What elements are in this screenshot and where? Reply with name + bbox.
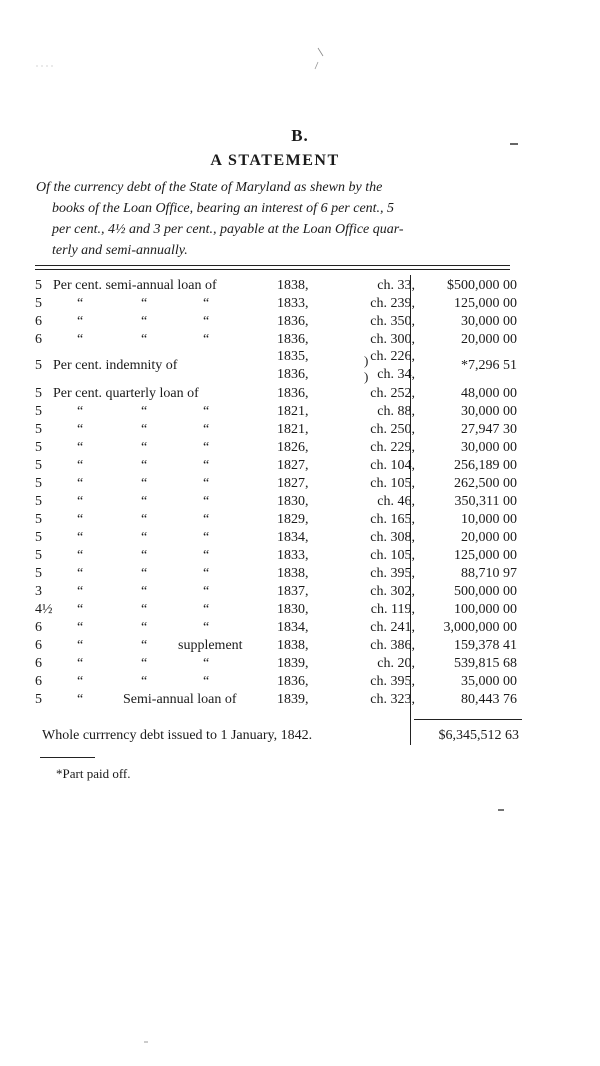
table-row [35, 637, 525, 655]
rate-cell: 5 [35, 530, 42, 545]
amount-cell: 125,000 00 [454, 548, 517, 563]
year-cell: 1829, [277, 512, 309, 527]
ditto-mark: “ [77, 566, 84, 581]
total-label: Whole currrency debt issued to 1 January, 1842. [42, 728, 313, 743]
ditto-mark: “ [141, 620, 148, 635]
ditto-mark: “ [77, 638, 84, 653]
table-row [35, 619, 525, 637]
table-row [35, 673, 525, 691]
ditto-mark: “ [77, 530, 84, 545]
rate-cell: 3 [35, 584, 42, 599]
ditto-mark: “ [141, 512, 148, 527]
chapter-cell: ch. 239, [370, 296, 415, 311]
chapter-cell: ch. 250, [370, 422, 415, 437]
table-row [35, 277, 525, 295]
ditto-mark: “ [77, 458, 84, 473]
ditto-mark: “ [203, 512, 210, 527]
description-cell: Per cent. semi-annual loan of [53, 278, 217, 293]
year-cell: 1836, [277, 674, 309, 689]
year-cell: 1838, [277, 278, 309, 293]
chapter-cell: ch. 34, [377, 367, 415, 382]
rate-cell: 5 [35, 458, 42, 473]
chapter-cell: ch. 105, [370, 476, 415, 491]
ditto-mark: “ [141, 530, 148, 545]
year-cell: 1833, [277, 548, 309, 563]
amount-cell: 20,000 00 [461, 332, 517, 347]
ditto-mark: “ [77, 476, 84, 491]
ditto-mark: “ [141, 548, 148, 563]
chapter-cell: ch. 20, [377, 656, 415, 671]
year-cell: 1839, [277, 692, 309, 707]
ditto-mark: “ [203, 404, 210, 419]
year-cell: 1833, [277, 296, 309, 311]
chapter-cell: ch. 88, [377, 404, 415, 419]
year-cell: 1837, [277, 584, 309, 599]
ditto-mark: “ [203, 674, 210, 689]
ditto-mark: “ [77, 404, 84, 419]
ditto-mark: “ [141, 476, 148, 491]
rate-cell: 5 [35, 404, 42, 419]
year-cell: 1838, [277, 638, 309, 653]
amount-cell: 30,000 00 [461, 314, 517, 329]
chapter-cell: ch. 350, [370, 314, 415, 329]
chapter-cell: ch. 165, [370, 512, 415, 527]
ditto-mark: “ [77, 422, 84, 437]
table-row [35, 439, 525, 457]
ditto-mark: “ [77, 494, 84, 509]
table-row [35, 655, 525, 673]
ditto-mark: “ [203, 296, 210, 311]
year-cell: 1839, [277, 656, 309, 671]
subtitle-line-2: books of the Loan Office, bearing an interest of 6 per cent., 5 [52, 201, 395, 216]
ditto-mark: “ [203, 458, 210, 473]
chapter-cell: ch. 241, [370, 620, 415, 635]
ditto-mark: “ [77, 620, 84, 635]
chapter-cell: ch. 300, [370, 332, 415, 347]
ditto-mark: “ [141, 332, 148, 347]
ditto-mark: “ [77, 440, 84, 455]
description-cell: Per cent. indemnity of [53, 358, 178, 373]
rate-cell: 6 [35, 332, 42, 347]
supplement-cell: supplement [178, 638, 243, 653]
table-row [35, 583, 525, 601]
rate-cell: 5 [35, 278, 42, 293]
table-row [35, 493, 525, 511]
statement-title: A STATEMENT [210, 152, 340, 169]
ditto-mark: “ [203, 314, 210, 329]
ditto-mark: “ [203, 584, 210, 599]
ditto-mark: “ [141, 656, 148, 671]
year-cell: 1830, [277, 494, 309, 509]
rate-cell: 5 [35, 296, 42, 311]
ditto-mark: “ [77, 584, 84, 599]
year-cell: 1827, [277, 476, 309, 491]
amount-cell: 125,000 00 [454, 296, 517, 311]
ditto-mark: “ [141, 458, 148, 473]
rate-cell: 5 [35, 422, 42, 437]
ditto-mark: “ [203, 656, 210, 671]
ditto-mark: “ [203, 620, 210, 635]
ditto-mark: “ [77, 512, 84, 527]
year-cell: 1835, [277, 349, 309, 364]
ditto-mark: “ [203, 548, 210, 563]
subtitle-line-1: Of the currency debt of the State of Maryland as shewn by the [36, 180, 383, 195]
table-row [35, 457, 525, 475]
rate-cell: 5 [35, 566, 42, 581]
table-row [35, 511, 525, 529]
subtitle-line-4: terly and semi-annually. [52, 243, 188, 258]
rate-cell: 5 [35, 358, 42, 373]
chapter-cell: ch. 33, [377, 278, 415, 293]
year-cell: 1836, [277, 314, 309, 329]
ditto-mark: “ [203, 494, 210, 509]
section-letter: B. [291, 126, 309, 145]
amount-cell: 500,000 00 [454, 584, 517, 599]
amount-cell: 539,815 68 [454, 656, 517, 671]
ditto-mark: “ [141, 584, 148, 599]
chapter-cell: ch. 104, [370, 458, 415, 473]
table-row [35, 547, 525, 565]
rate-cell: 5 [35, 548, 42, 563]
amount-cell: 10,000 00 [461, 512, 517, 527]
chapter-cell: ch. 229, [370, 440, 415, 455]
ditto-mark: “ [141, 404, 148, 419]
table-row [35, 421, 525, 439]
ditto-mark: “ [77, 692, 84, 707]
chapter-cell: ch. 46, [377, 494, 415, 509]
amount-cell: 350,311 00 [454, 494, 517, 509]
amount-cell: 159,378 41 [454, 638, 517, 653]
rate-cell: 6 [35, 314, 42, 329]
ditto-mark: “ [203, 422, 210, 437]
ditto-mark: “ [141, 422, 148, 437]
table-row [35, 403, 525, 421]
rate-cell: 6 [35, 656, 42, 671]
description-cell: Semi-annual loan of [123, 692, 237, 707]
ditto-mark: “ [141, 494, 148, 509]
year-cell: 1836, [277, 332, 309, 347]
ditto-mark: “ [203, 476, 210, 491]
table-row [35, 601, 525, 619]
ditto-mark: “ [203, 332, 210, 347]
top-rule-2 [35, 269, 510, 270]
table-row [35, 475, 525, 493]
rate-cell: 5 [35, 440, 42, 455]
brace-icon: ) ) [364, 353, 369, 384]
footnote: *Part paid off. [56, 766, 131, 781]
ditto-mark: “ [77, 296, 84, 311]
top-rule-1 [35, 265, 510, 266]
year-cell: 1834, [277, 530, 309, 545]
ditto-mark: “ [141, 440, 148, 455]
chapter-cell: ch. 395, [370, 566, 415, 581]
statement-subtitle [36, 177, 516, 261]
chapter-cell: ch. 119, [370, 602, 415, 617]
ditto-mark: “ [141, 602, 148, 617]
ditto-mark: “ [141, 638, 148, 653]
year-cell: 1836, [277, 367, 309, 382]
amount-cell: 256,189 00 [454, 458, 517, 473]
year-cell: 1836, [277, 386, 309, 401]
rate-cell: 5 [35, 494, 42, 509]
subtitle-line-3: per cent., 4½ and 3 per cent., payable at the Loan Office quar- [52, 222, 404, 237]
rate-cell: 5 [35, 692, 42, 707]
description-cell: Per cent. quarterly loan of [53, 386, 199, 401]
table-row [35, 529, 525, 547]
ditto-mark: “ [141, 674, 148, 689]
ditto-mark: “ [77, 332, 84, 347]
table-row [35, 295, 525, 313]
rate-cell: 5 [35, 476, 42, 491]
chapter-cell: ch. 105, [370, 548, 415, 563]
ditto-mark: “ [203, 602, 210, 617]
ditto-mark: “ [203, 566, 210, 581]
amount-cell: 80,443 76 [461, 692, 517, 707]
subtotal-rule [414, 719, 522, 720]
table-row [35, 313, 525, 331]
amount-cell: 27,947 30 [461, 422, 517, 437]
table-row [35, 565, 525, 583]
table-row [35, 348, 525, 384]
ditto-mark: “ [141, 314, 148, 329]
ditto-mark: “ [77, 602, 84, 617]
table-row [35, 385, 525, 403]
amount-cell: 30,000 00 [461, 404, 517, 419]
rate-cell: 6 [35, 620, 42, 635]
rate-cell: 5 [35, 386, 42, 401]
chapter-cell: ch. 386, [370, 638, 415, 653]
year-cell: 1826, [277, 440, 309, 455]
table-row [35, 691, 525, 709]
rate-cell: 5 [35, 512, 42, 527]
rate-cell: 4½ [35, 602, 53, 617]
rate-cell: 6 [35, 674, 42, 689]
year-cell: 1834, [277, 620, 309, 635]
chapter-cell: ch. 323, [370, 692, 415, 707]
ditto-mark: “ [203, 530, 210, 545]
chapter-cell: ch. 395, [370, 674, 415, 689]
chapter-cell: ch. 252, [370, 386, 415, 401]
year-cell: 1830, [277, 602, 309, 617]
footnote-rule [40, 757, 95, 758]
amount-cell: 20,000 00 [461, 530, 517, 545]
amount-cell: 35,000 00 [461, 674, 517, 689]
year-cell: 1821, [277, 404, 309, 419]
ditto-mark: “ [141, 296, 148, 311]
ditto-mark: “ [203, 440, 210, 455]
chapter-cell: ch. 302, [370, 584, 415, 599]
table-row [35, 331, 525, 349]
amount-cell: 88,710 97 [461, 566, 517, 581]
amount-cell: $500,000 00 [447, 278, 517, 293]
amount-cell: 30,000 00 [461, 440, 517, 455]
ditto-mark: “ [141, 566, 148, 581]
ditto-mark: “ [77, 314, 84, 329]
amount-cell: 262,500 00 [454, 476, 517, 491]
rate-cell: 6 [35, 638, 42, 653]
amount-cell: 100,000 00 [454, 602, 517, 617]
amount-cell: *7,296 51 [461, 358, 517, 373]
ditto-mark: “ [77, 548, 84, 563]
chapter-cell: ch. 308, [370, 530, 415, 545]
year-cell: 1821, [277, 422, 309, 437]
amount-cell: 48,000 00 [461, 386, 517, 401]
year-cell: 1838, [277, 566, 309, 581]
year-cell: 1827, [277, 458, 309, 473]
ditto-mark: “ [77, 674, 84, 689]
ditto-mark: “ [77, 656, 84, 671]
amount-cell: 3,000,000 00 [443, 620, 517, 635]
chapter-cell: ch. 226, [370, 349, 415, 364]
total-amount: $6,345,512 63 [438, 728, 519, 743]
